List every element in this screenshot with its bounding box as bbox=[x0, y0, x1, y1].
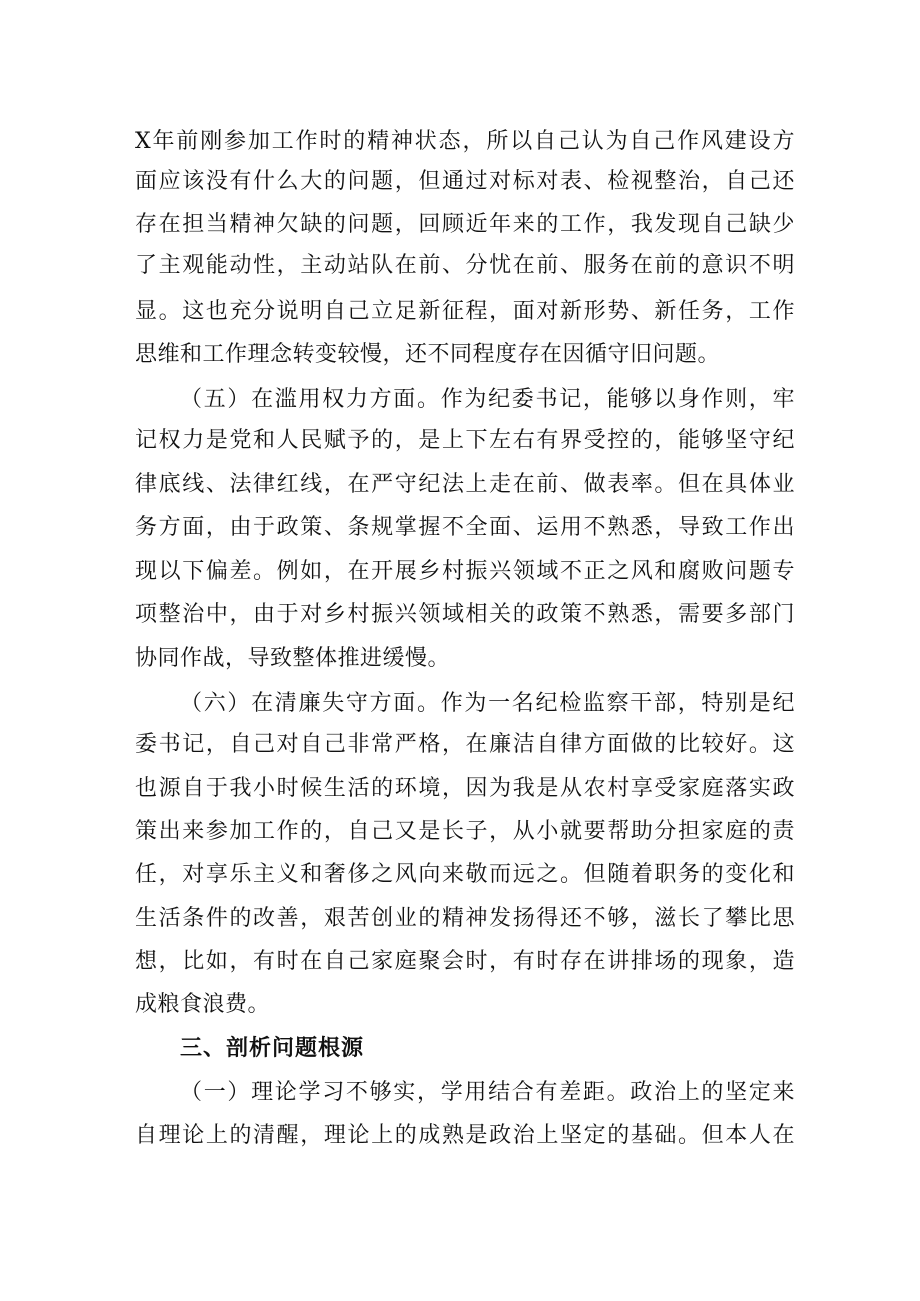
text-line: 记权力是党和人民赋予的，是上下左右有界受控的，能够坚守纪 bbox=[135, 428, 795, 453]
text-line: 思维和工作理念转变较慢，还不同程度存在因循守旧问题。 bbox=[135, 342, 721, 367]
text-line: 务方面，由于政策、条规掌握不全面、运用不熟悉，导致工作出 bbox=[135, 515, 795, 540]
text-line: X年前刚参加工作时的精神状态，所以自己认为自己作风建设方 bbox=[135, 129, 795, 154]
section-heading: 三、剖析问题根源 bbox=[180, 1036, 365, 1061]
text-line: 委书记，自己对自己非常严格，在廉洁自律方面做的比较好。这 bbox=[135, 732, 795, 757]
text-line: 了主观能动性，主动站队在前、分忧在前、服务在前的意识不明 bbox=[135, 253, 795, 278]
text-line: 项整治中，由于对乡村振兴领域相关的政策不熟悉，需要多部门 bbox=[135, 602, 795, 627]
text-line: 自理论上的清醒，理论上的成熟是政治上坚定的基础。但本人在 bbox=[135, 1123, 795, 1148]
text-line: （一）理论学习不够实，学用结合有差距。政治上的坚定来 bbox=[180, 1080, 795, 1105]
text-line: （六）在清廉失守方面。作为一名纪检监察干部，特别是纪 bbox=[180, 691, 795, 716]
text-line: 存在担当精神欠缺的问题，回顾近年来的工作，我发现自己缺少 bbox=[135, 212, 795, 237]
text-line: 也源自于我小时候生活的环境，因为我是从农村享受家庭落实政 bbox=[135, 776, 795, 801]
text-line: 律底线、法律红线，在严守纪法上走在前、做表率。但在具体业 bbox=[135, 472, 795, 497]
text-line: （五）在滥用权力方面。作为纪委书记，能够以身作则，牢 bbox=[180, 387, 795, 412]
text-line: 想，比如，有时在自己家庭聚会时，有时存在讲排场的现象，造 bbox=[135, 949, 795, 974]
text-line: 任，对享乐主义和奢侈之风向来敬而远之。但随着职务的变化和 bbox=[135, 862, 795, 887]
text-line: 现以下偏差。例如，在开展乡村振兴领域不正之风和腐败问题专 bbox=[135, 559, 795, 584]
text-line: 显。这也充分说明自己立足新征程，面对新形势、新任务，工作 bbox=[135, 299, 795, 324]
text-line: 成粮食浪费。 bbox=[135, 992, 271, 1017]
text-line: 生活条件的改善，艰苦创业的精神发扬得还不够，滋长了攀比思 bbox=[135, 906, 795, 931]
text-line: 面应该没有什么大的问题，但通过对标对表、检视整治，自己还 bbox=[135, 169, 795, 194]
text-line: 协同作战，导致整体推进缓慢。 bbox=[135, 646, 451, 671]
text-line: 策出来参加工作的，自己又是长子，从小就要帮助分担家庭的责 bbox=[135, 819, 795, 844]
